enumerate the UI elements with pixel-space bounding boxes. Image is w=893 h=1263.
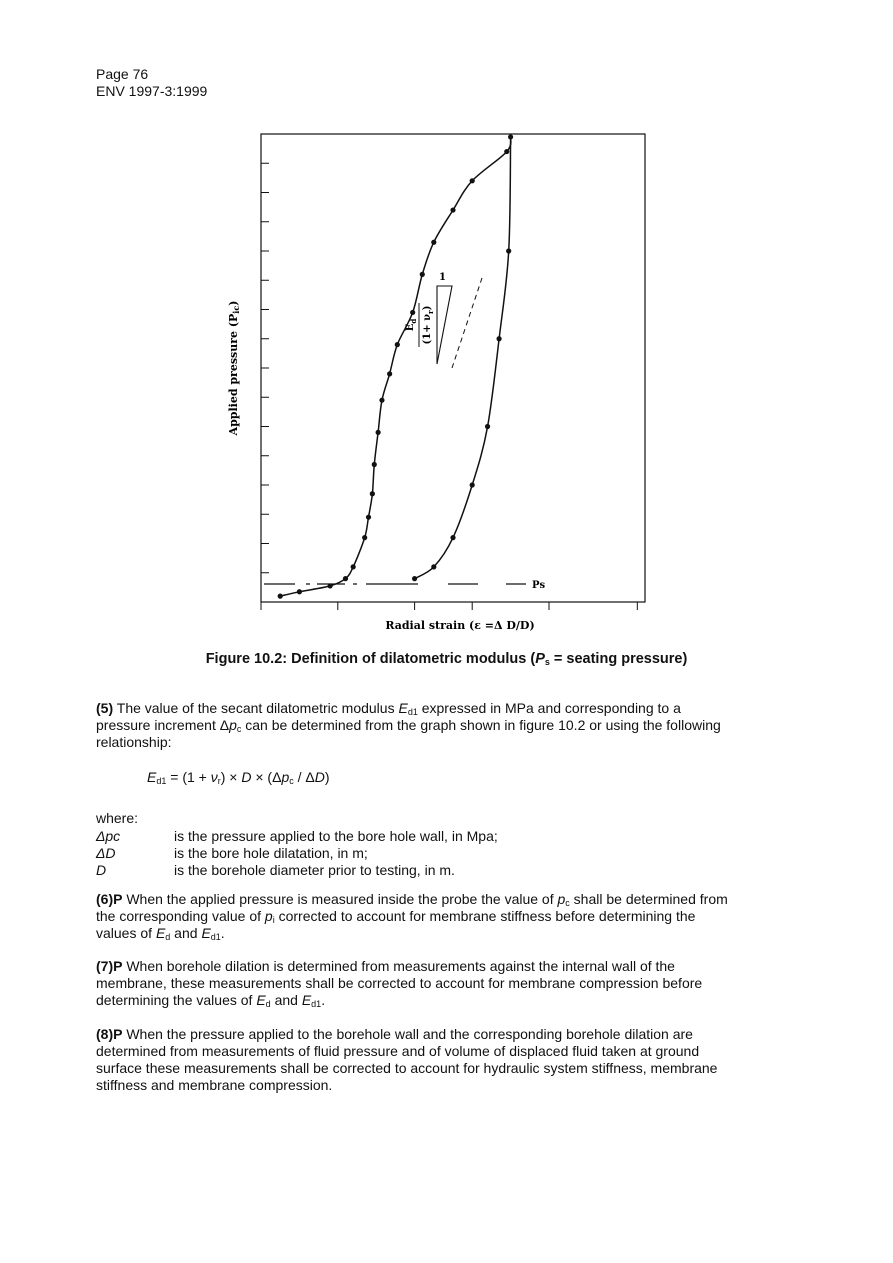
page-header — [96, 66, 207, 100]
definition-text: is the bore hole dilatation, in m; — [174, 845, 368, 861]
loading-points — [278, 134, 514, 598]
loading-point — [328, 583, 333, 588]
loading-point — [420, 272, 425, 277]
loading-point — [431, 240, 436, 245]
paragraph-8: (8)P When the pressure applied to the borehole wall and the corresponding borehole dilation are determined from measurements of fluid pressure and of volume of displaced fluid taken at ground surface these measurements shall be corrected to account for hydraulic system stiffness, membrane stiffness and membrane compression. — [96, 1026, 718, 1093]
loading-point — [410, 310, 415, 315]
slope-numerator: $E_d$ — [405, 318, 418, 332]
unloading-points — [412, 248, 511, 581]
unloading-point — [450, 535, 455, 540]
slope-triangle — [437, 286, 452, 364]
x-ticks — [261, 602, 637, 610]
unloading-point — [506, 248, 511, 253]
unloading-point — [470, 482, 475, 487]
definition-text: is the borehole diameter prior to testing, in m. — [174, 862, 455, 878]
definition-symbol: D — [96, 862, 107, 878]
loading-point — [343, 576, 348, 581]
definition-symbol: Δpc — [96, 828, 121, 844]
loading-point — [470, 178, 475, 183]
where-label: where: — [96, 810, 139, 826]
loading-point — [372, 462, 377, 467]
loading-point — [387, 371, 392, 376]
paragraph-5: (5) The value of the secant dilatometric modulus $E_{d1}$ expressed in MPa and corresponding to a pressure increment $\Delta p_c$ can be determined from the graph shown in figure 10.2 or using the following relationship: — [96, 700, 721, 750]
dilatometric-chart — [220, 128, 660, 638]
figure-10-2 — [220, 128, 660, 638]
unloading-point — [496, 336, 501, 341]
slope-one-label: 1 — [439, 272, 446, 283]
unloading-curve — [415, 137, 511, 579]
figure-caption: Figure 10.2: Definition of dilatometric modulus ($P_s$ = seating pressure) — [205, 651, 688, 667]
loading-point — [297, 589, 302, 594]
loading-point — [370, 491, 375, 496]
loading-point — [278, 594, 283, 599]
y-ticks — [261, 163, 269, 573]
loading-curve — [280, 137, 511, 596]
slope-denominator: $(1+ \nu_r)$ — [422, 305, 435, 345]
paragraph-7: (7)P When borehole dilation is determined from measurements against the internal wall of the membrane, these measurements shall be corrected to account for membrane compression before determining the values of $E_d$ and $E_{d1}$. — [96, 958, 703, 1009]
loading-point — [379, 398, 384, 403]
slope-fraction — [405, 303, 435, 347]
loading-point — [362, 535, 367, 540]
plot-frame — [261, 134, 645, 602]
loading-point — [508, 134, 513, 139]
definition-text: is the pressure applied to the bore hole wall, in Mpa; — [174, 828, 498, 844]
unloading-point — [412, 576, 417, 581]
x-axis-label: Radial strain (ε =Δ D/D) — [385, 619, 535, 632]
y-axis-label: Applied pressure (Pic) — [227, 300, 241, 436]
paragraph-6: (6)P When the applied pressure is measured inside the probe the value of $p_c$ shall be determined from the corresponding value of $p_i$ corrected to account for membrane stiffness before determining the values of $E_d$ and $E_{d1}$. — [96, 891, 728, 942]
loading-point — [450, 207, 455, 212]
loading-point — [395, 342, 400, 347]
tangent-line — [452, 278, 482, 368]
loading-point — [351, 564, 356, 569]
loading-point — [376, 430, 381, 435]
ps-label: Ps — [532, 580, 546, 591]
modulus-formula: $E_{d1} = (1 + \nu_r) \times D \times (\Delta p_c / \Delta D)$ — [147, 769, 330, 786]
definition-symbol: ΔD — [96, 845, 116, 861]
standard-reference: ENV 1997-3:1999 — [96, 83, 208, 99]
unloading-point — [485, 424, 490, 429]
loading-point — [504, 149, 509, 154]
page-number: Page 76 — [96, 66, 149, 82]
unloading-point — [431, 564, 436, 569]
loading-point — [366, 515, 371, 520]
